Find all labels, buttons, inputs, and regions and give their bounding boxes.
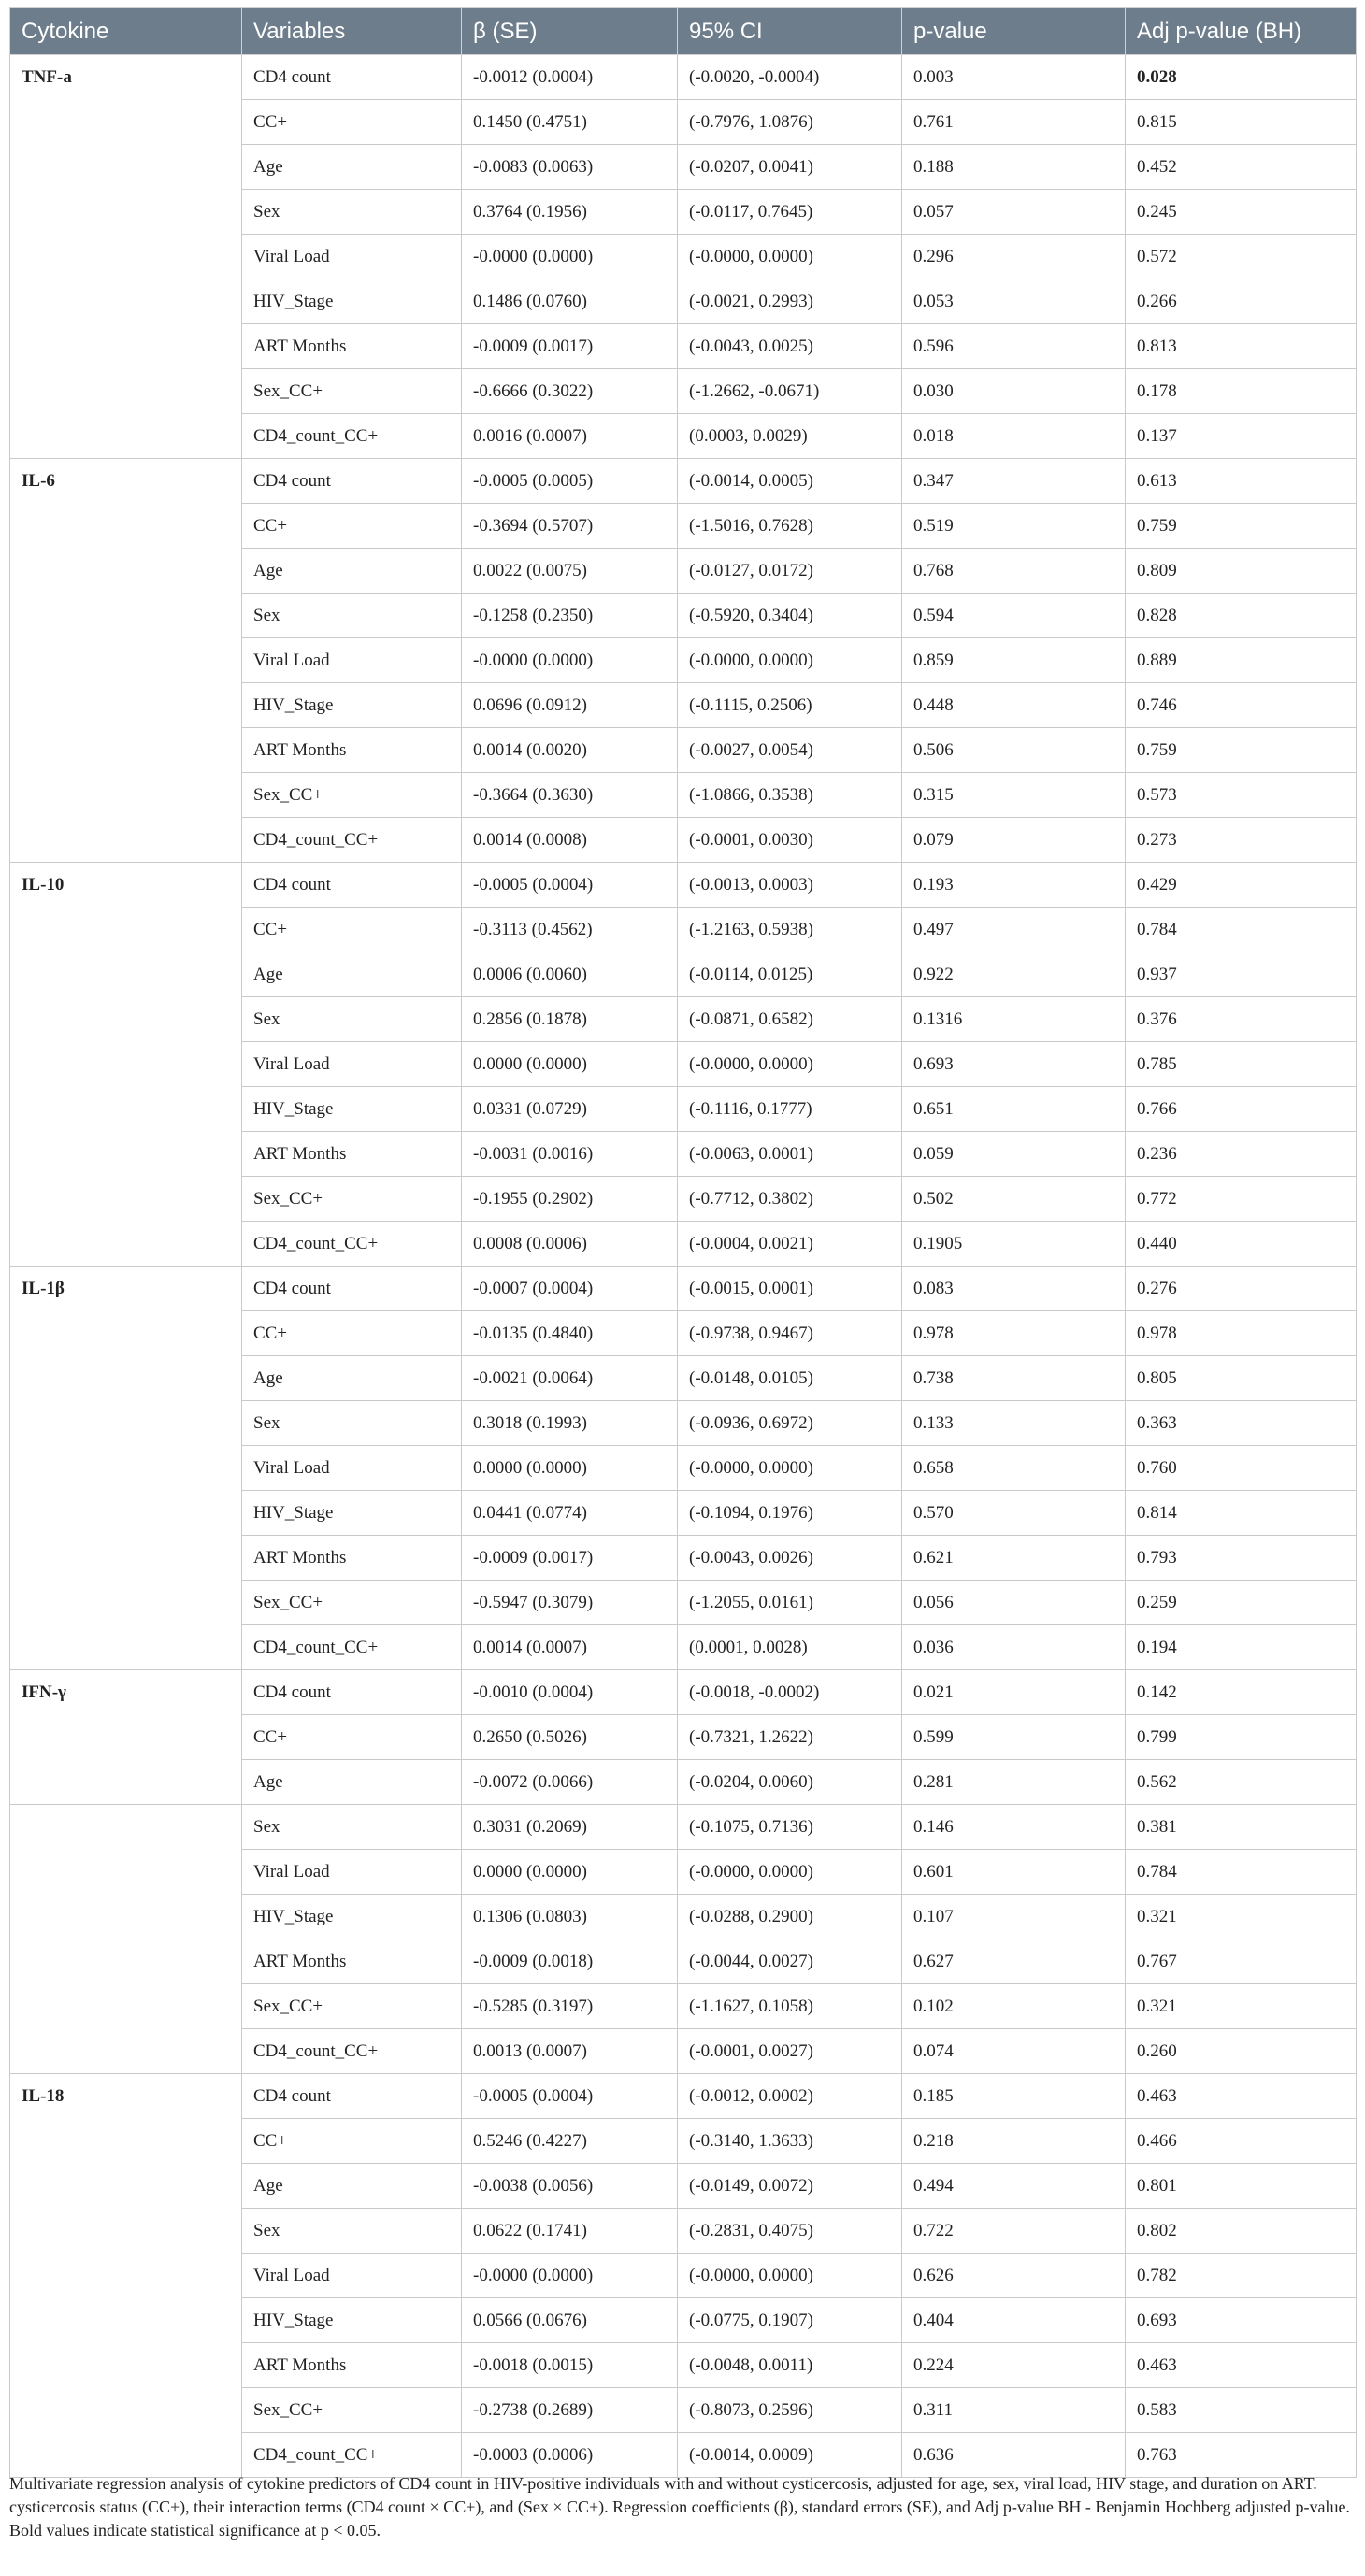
adj-p-value-cell: 0.828 (1126, 594, 1357, 638)
beta-se-cell: -0.0005 (0.0004) (462, 2074, 678, 2119)
adj-p-value-cell: 0.376 (1126, 997, 1357, 1042)
ci-cell: (-1.2055, 0.0161) (678, 1581, 902, 1625)
variable-cell: CC+ (242, 504, 462, 549)
ci-cell: (-0.0015, 0.0001) (678, 1267, 902, 1311)
adj-p-value-cell: 0.276 (1126, 1267, 1357, 1311)
variable-cell: ART Months (242, 1132, 462, 1177)
beta-se-cell: -0.0021 (0.0064) (462, 1356, 678, 1401)
header-row (10, 8, 1357, 55)
header-95-ci: 95% CI (678, 8, 902, 55)
adj-p-value-cell: 0.452 (1126, 145, 1357, 190)
ci-cell: (-0.0871, 0.6582) (678, 997, 902, 1042)
variable-cell: ART Months (242, 2343, 462, 2388)
variable-cell: HIV_Stage (242, 1491, 462, 1536)
beta-se-cell: -0.3694 (0.5707) (462, 504, 678, 549)
variable-cell: CD4_count_CC+ (242, 818, 462, 863)
p-value-cell: 0.768 (902, 549, 1126, 594)
ci-cell: (-0.0012, 0.0002) (678, 2074, 902, 2119)
p-value-cell: 0.922 (902, 952, 1126, 997)
ci-cell: (-0.0043, 0.0025) (678, 324, 902, 369)
p-value-cell: 0.448 (902, 683, 1126, 728)
p-value-cell: 0.722 (902, 2209, 1126, 2254)
variable-cell: CD4_count_CC+ (242, 1625, 462, 1670)
ci-cell: (-0.0063, 0.0001) (678, 1132, 902, 1177)
adj-p-value-cell: 0.785 (1126, 1042, 1357, 1087)
variable-cell: Sex (242, 594, 462, 638)
table-header (10, 8, 1357, 55)
ci-cell: (-0.7712, 0.3802) (678, 1177, 902, 1222)
beta-se-cell: 0.2650 (0.5026) (462, 1715, 678, 1760)
beta-se-cell: -0.0010 (0.0004) (462, 1670, 678, 1715)
table-row (10, 459, 1357, 504)
ci-cell: (-0.0021, 0.2993) (678, 279, 902, 324)
p-value-cell: 0.036 (902, 1625, 1126, 1670)
beta-se-cell: -0.0000 (0.0000) (462, 235, 678, 279)
adj-p-value-cell: 0.799 (1126, 1715, 1357, 1760)
variable-cell: CD4_count_CC+ (242, 2433, 462, 2478)
p-value-cell: 0.347 (902, 459, 1126, 504)
adj-p-value-cell: 0.466 (1126, 2119, 1357, 2164)
adj-p-value-cell: 0.613 (1126, 459, 1357, 504)
cytokine-cell: IFN-γ (10, 1670, 242, 1805)
ci-cell: (-0.0148, 0.0105) (678, 1356, 902, 1401)
p-value-cell: 0.594 (902, 594, 1126, 638)
beta-se-cell: 0.0022 (0.0075) (462, 549, 678, 594)
p-value-cell: 0.1905 (902, 1222, 1126, 1267)
beta-se-cell: -0.0005 (0.0005) (462, 459, 678, 504)
ci-cell: (-0.0288, 0.2900) (678, 1895, 902, 1939)
variable-cell: CC+ (242, 2119, 462, 2164)
adj-p-value-cell: 0.266 (1126, 279, 1357, 324)
variable-cell: Sex_CC+ (242, 1984, 462, 2029)
adj-p-value-cell: 0.260 (1126, 2029, 1357, 2074)
table-row (10, 1670, 1357, 1715)
adj-p-value-cell: 0.802 (1126, 2209, 1357, 2254)
p-value-cell: 0.107 (902, 1895, 1126, 1939)
beta-se-cell: 0.0014 (0.0008) (462, 818, 678, 863)
beta-se-cell: 0.1306 (0.0803) (462, 1895, 678, 1939)
beta-se-cell: 0.0006 (0.0060) (462, 952, 678, 997)
ci-cell: (-1.5016, 0.7628) (678, 504, 902, 549)
adj-p-value-cell: 0.573 (1126, 773, 1357, 818)
adj-p-value-cell: 0.784 (1126, 908, 1357, 952)
beta-se-cell: -0.0031 (0.0016) (462, 1132, 678, 1177)
p-value-cell: 0.978 (902, 1311, 1126, 1356)
ci-cell: (-0.0001, 0.0027) (678, 2029, 902, 2074)
p-value-cell: 0.621 (902, 1536, 1126, 1581)
adj-p-value-cell: 0.693 (1126, 2298, 1357, 2343)
adj-p-value-cell: 0.583 (1126, 2388, 1357, 2433)
p-value-cell: 0.601 (902, 1850, 1126, 1895)
p-value-cell: 0.185 (902, 2074, 1126, 2119)
ci-cell: (-0.0000, 0.0000) (678, 2254, 902, 2298)
p-value-cell: 0.102 (902, 1984, 1126, 2029)
variable-cell: Sex (242, 1805, 462, 1850)
p-value-cell: 0.636 (902, 2433, 1126, 2478)
variable-cell: Age (242, 1356, 462, 1401)
adj-p-value-cell: 0.889 (1126, 638, 1357, 683)
table-row (10, 863, 1357, 908)
variable-cell: Viral Load (242, 2254, 462, 2298)
variable-cell: HIV_Stage (242, 683, 462, 728)
beta-se-cell: 0.2856 (0.1878) (462, 997, 678, 1042)
adj-p-value-cell: 0.805 (1126, 1356, 1357, 1401)
ci-cell: (-1.0866, 0.3538) (678, 773, 902, 818)
variable-cell: Sex_CC+ (242, 1177, 462, 1222)
adj-p-value-cell: 0.194 (1126, 1625, 1357, 1670)
header-cytokine: Cytokine (10, 8, 242, 55)
ci-cell: (-0.0018, -0.0002) (678, 1670, 902, 1715)
variable-cell: Sex (242, 190, 462, 235)
table-footnote (9, 2472, 1356, 2542)
variable-cell: Viral Load (242, 1446, 462, 1491)
beta-se-cell: 0.0013 (0.0007) (462, 2029, 678, 2074)
adj-p-value-cell: 0.429 (1126, 863, 1357, 908)
adj-p-value-cell: 0.760 (1126, 1446, 1357, 1491)
variable-cell: Age (242, 952, 462, 997)
p-value-cell: 0.057 (902, 190, 1126, 235)
variable-cell: CD4_count_CC+ (242, 2029, 462, 2074)
variable-cell: Age (242, 2164, 462, 2209)
adj-p-value-cell: 0.813 (1126, 324, 1357, 369)
footnote-significance: Bold values indicate statistical significance at p < 0.05. (9, 2521, 381, 2540)
adj-p-value-cell: 0.381 (1126, 1805, 1357, 1850)
variable-cell: Sex_CC+ (242, 773, 462, 818)
table-row (10, 1267, 1357, 1311)
variable-cell: Viral Load (242, 1850, 462, 1895)
beta-se-cell: 0.0622 (0.1741) (462, 2209, 678, 2254)
ci-cell: (-0.0013, 0.0003) (678, 863, 902, 908)
p-value-cell: 0.497 (902, 908, 1126, 952)
ci-cell: (-0.2831, 0.4075) (678, 2209, 902, 2254)
variable-cell: Viral Load (242, 638, 462, 683)
p-value-cell: 0.494 (902, 2164, 1126, 2209)
ci-cell: (-0.0114, 0.0125) (678, 952, 902, 997)
beta-se-cell: -0.6666 (0.3022) (462, 369, 678, 414)
adj-p-value-cell: 0.759 (1126, 504, 1357, 549)
p-value-cell: 0.404 (902, 2298, 1126, 2343)
ci-cell: (-0.0014, 0.0005) (678, 459, 902, 504)
ci-cell: (-0.0048, 0.0011) (678, 2343, 902, 2388)
adj-p-value-cell: 0.321 (1126, 1895, 1357, 1939)
p-value-cell: 0.738 (902, 1356, 1126, 1401)
cytokine-cell: TNF-a (10, 55, 242, 459)
adj-p-value-cell: 0.767 (1126, 1939, 1357, 1984)
p-value-cell: 0.018 (902, 414, 1126, 459)
p-value-cell: 0.079 (902, 818, 1126, 863)
ci-cell: (-0.8073, 0.2596) (678, 2388, 902, 2433)
adj-p-value-cell: 0.440 (1126, 1222, 1357, 1267)
p-value-cell: 0.281 (902, 1760, 1126, 1805)
p-value-cell: 0.627 (902, 1939, 1126, 1984)
beta-se-cell: -0.2738 (0.2689) (462, 2388, 678, 2433)
beta-se-cell: -0.0083 (0.0063) (462, 145, 678, 190)
p-value-cell: 0.224 (902, 2343, 1126, 2388)
cytokine-cell: IL-1β (10, 1267, 242, 1670)
adj-p-value-cell: 0.782 (1126, 2254, 1357, 2298)
beta-se-cell: -0.0009 (0.0017) (462, 1536, 678, 1581)
table-row (10, 1805, 1357, 1850)
beta-se-cell: -0.1258 (0.2350) (462, 594, 678, 638)
adj-p-value-cell: 0.363 (1126, 1401, 1357, 1446)
adj-p-value-cell: 0.178 (1126, 369, 1357, 414)
variable-cell: HIV_Stage (242, 1087, 462, 1132)
p-value-cell: 0.651 (902, 1087, 1126, 1132)
p-value-cell: 0.030 (902, 369, 1126, 414)
beta-se-cell: 0.0331 (0.0729) (462, 1087, 678, 1132)
ci-cell: (-0.0149, 0.0072) (678, 2164, 902, 2209)
ci-cell: (-0.0000, 0.0000) (678, 638, 902, 683)
p-value-cell: 0.599 (902, 1715, 1126, 1760)
variable-cell: CD4 count (242, 2074, 462, 2119)
header-variables: Variables (242, 8, 462, 55)
p-value-cell: 0.596 (902, 324, 1126, 369)
beta-se-cell: -0.1955 (0.2902) (462, 1177, 678, 1222)
variable-cell: Sex_CC+ (242, 2388, 462, 2433)
beta-se-cell: 0.0000 (0.0000) (462, 1042, 678, 1087)
p-value-cell: 0.003 (902, 55, 1126, 100)
ci-cell: (-0.0000, 0.0000) (678, 1042, 902, 1087)
beta-se-cell: -0.0009 (0.0018) (462, 1939, 678, 1984)
beta-se-cell: 0.1450 (0.4751) (462, 100, 678, 145)
variable-cell: CD4 count (242, 459, 462, 504)
ci-cell: (-0.0020, -0.0004) (678, 55, 902, 100)
p-value-cell: 0.146 (902, 1805, 1126, 1850)
beta-se-cell: 0.3031 (0.2069) (462, 1805, 678, 1850)
variable-cell: Sex_CC+ (242, 369, 462, 414)
beta-se-cell: -0.3664 (0.3630) (462, 773, 678, 818)
header-beta-se: β (SE) (462, 8, 678, 55)
ci-cell: (-0.0000, 0.0000) (678, 235, 902, 279)
beta-se-cell: -0.0005 (0.0004) (462, 863, 678, 908)
p-value-cell: 0.133 (902, 1401, 1126, 1446)
adj-p-value-cell: 0.321 (1126, 1984, 1357, 2029)
adj-p-value-cell: 0.245 (1126, 190, 1357, 235)
variable-cell: CD4 count (242, 1670, 462, 1715)
beta-se-cell: -0.0072 (0.0066) (462, 1760, 678, 1805)
ci-cell: (-0.0043, 0.0026) (678, 1536, 902, 1581)
variable-cell: ART Months (242, 1536, 462, 1581)
beta-se-cell: 0.1486 (0.0760) (462, 279, 678, 324)
variable-cell: Age (242, 145, 462, 190)
beta-se-cell: 0.0696 (0.0912) (462, 683, 678, 728)
ci-cell: (-0.0000, 0.0000) (678, 1850, 902, 1895)
beta-se-cell: 0.0008 (0.0006) (462, 1222, 678, 1267)
beta-se-cell: 0.0566 (0.0676) (462, 2298, 678, 2343)
p-value-cell: 0.053 (902, 279, 1126, 324)
p-value-cell: 0.502 (902, 1177, 1126, 1222)
adj-p-value-cell: 0.815 (1126, 100, 1357, 145)
p-value-cell: 0.315 (902, 773, 1126, 818)
adj-p-value-cell: 0.562 (1126, 1760, 1357, 1805)
adj-p-value-cell: 0.978 (1126, 1311, 1357, 1356)
variable-cell: Viral Load (242, 235, 462, 279)
ci-cell: (-0.9738, 0.9467) (678, 1311, 902, 1356)
header-p-value: p-value (902, 8, 1126, 55)
beta-se-cell: -0.0000 (0.0000) (462, 638, 678, 683)
beta-se-cell: 0.0000 (0.0000) (462, 1850, 678, 1895)
variable-cell: HIV_Stage (242, 2298, 462, 2343)
beta-se-cell: -0.0009 (0.0017) (462, 324, 678, 369)
variable-cell: CC+ (242, 1715, 462, 1760)
cytokine-cell: IL-18 (10, 2074, 242, 2478)
ci-cell: (-0.1075, 0.7136) (678, 1805, 902, 1850)
ci-cell: (-0.0936, 0.6972) (678, 1401, 902, 1446)
beta-se-cell: 0.0016 (0.0007) (462, 414, 678, 459)
beta-se-cell: 0.5246 (0.4227) (462, 2119, 678, 2164)
cytokine-cell (10, 1805, 242, 2074)
variable-cell: CD4 count (242, 1267, 462, 1311)
adj-p-value-cell: 0.028 (1126, 55, 1357, 100)
ci-cell: (-0.0014, 0.0009) (678, 2433, 902, 2478)
footnote-description: Multivariate regression analysis of cytokine predictors of CD4 count in HIV-positive individuals with and without cysticercosis, adjusted for age, sex, viral load, HIV stage, and duration on ART. cysticercosis status (CC+), their interaction terms (CD4 count × CC+), and (Sex × CC+). Regression coefficients (β), standard errors (SE), and Adj p-value BH - Benjamin Hochberg adjusted p-value. (9, 2474, 1350, 2516)
adj-p-value-cell: 0.273 (1126, 818, 1357, 863)
adj-p-value-cell: 0.793 (1126, 1536, 1357, 1581)
variable-cell: ART Months (242, 728, 462, 773)
variable-cell: CC+ (242, 908, 462, 952)
beta-se-cell: -0.0012 (0.0004) (462, 55, 678, 100)
variable-cell: Viral Load (242, 1042, 462, 1087)
ci-cell: (-0.0207, 0.0041) (678, 145, 902, 190)
p-value-cell: 0.296 (902, 235, 1126, 279)
beta-se-cell: 0.0000 (0.0000) (462, 1446, 678, 1491)
beta-se-cell: 0.0441 (0.0774) (462, 1491, 678, 1536)
variable-cell: Age (242, 549, 462, 594)
p-value-cell: 0.626 (902, 2254, 1126, 2298)
p-value-cell: 0.1316 (902, 997, 1126, 1042)
ci-cell: (-0.1115, 0.2506) (678, 683, 902, 728)
ci-cell: (-0.1094, 0.1976) (678, 1491, 902, 1536)
variable-cell: HIV_Stage (242, 1895, 462, 1939)
variable-cell: CD4 count (242, 863, 462, 908)
variable-cell: Sex (242, 1401, 462, 1446)
ci-cell: (-0.0027, 0.0054) (678, 728, 902, 773)
adj-p-value-cell: 0.814 (1126, 1491, 1357, 1536)
ci-cell: (-1.1627, 0.1058) (678, 1984, 902, 2029)
ci-cell: (0.0003, 0.0029) (678, 414, 902, 459)
ci-cell: (-0.0127, 0.0172) (678, 549, 902, 594)
p-value-cell: 0.506 (902, 728, 1126, 773)
adj-p-value-cell: 0.759 (1126, 728, 1357, 773)
adj-p-value-cell: 0.572 (1126, 235, 1357, 279)
cytokine-cell: IL-6 (10, 459, 242, 863)
variable-cell: ART Months (242, 1939, 462, 1984)
adj-p-value-cell: 0.236 (1126, 1132, 1357, 1177)
variable-cell: CC+ (242, 100, 462, 145)
p-value-cell: 0.083 (902, 1267, 1126, 1311)
adj-p-value-cell: 0.463 (1126, 2343, 1357, 2388)
ci-cell: (-0.0044, 0.0027) (678, 1939, 902, 1984)
p-value-cell: 0.658 (902, 1446, 1126, 1491)
adj-p-value-cell: 0.937 (1126, 952, 1357, 997)
adj-p-value-cell: 0.772 (1126, 1177, 1357, 1222)
beta-se-cell: 0.3764 (0.1956) (462, 190, 678, 235)
ci-cell: (-0.0775, 0.1907) (678, 2298, 902, 2343)
header-adj-p-value: Adj p-value (BH) (1126, 8, 1357, 55)
beta-se-cell: 0.3018 (0.1993) (462, 1401, 678, 1446)
ci-cell: (-0.0000, 0.0000) (678, 1446, 902, 1491)
cytokine-cell: IL-10 (10, 863, 242, 1267)
p-value-cell: 0.859 (902, 638, 1126, 683)
adj-p-value-cell: 0.259 (1126, 1581, 1357, 1625)
beta-se-cell: 0.0014 (0.0007) (462, 1625, 678, 1670)
p-value-cell: 0.570 (902, 1491, 1126, 1536)
p-value-cell: 0.761 (902, 100, 1126, 145)
variable-cell: Age (242, 1760, 462, 1805)
adj-p-value-cell: 0.766 (1126, 1087, 1357, 1132)
p-value-cell: 0.059 (902, 1132, 1126, 1177)
ci-cell: (-1.2662, -0.0671) (678, 369, 902, 414)
p-value-cell: 0.021 (902, 1670, 1126, 1715)
beta-se-cell: -0.5947 (0.3079) (462, 1581, 678, 1625)
adj-p-value-cell: 0.137 (1126, 414, 1357, 459)
ci-cell: (0.0001, 0.0028) (678, 1625, 902, 1670)
variable-cell: Sex_CC+ (242, 1581, 462, 1625)
beta-se-cell: -0.0003 (0.0006) (462, 2433, 678, 2478)
ci-cell: (-0.7321, 1.2622) (678, 1715, 902, 1760)
p-value-cell: 0.056 (902, 1581, 1126, 1625)
beta-se-cell: -0.0135 (0.4840) (462, 1311, 678, 1356)
p-value-cell: 0.188 (902, 145, 1126, 190)
variable-cell: CD4_count_CC+ (242, 1222, 462, 1267)
variable-cell: Sex (242, 2209, 462, 2254)
adj-p-value-cell: 0.801 (1126, 2164, 1357, 2209)
variable-cell: CD4 count (242, 55, 462, 100)
beta-se-cell: -0.0007 (0.0004) (462, 1267, 678, 1311)
regression-table (9, 7, 1357, 2478)
table-row (10, 2074, 1357, 2119)
beta-se-cell: -0.0018 (0.0015) (462, 2343, 678, 2388)
p-value-cell: 0.193 (902, 863, 1126, 908)
variable-cell: CC+ (242, 1311, 462, 1356)
table-body (10, 55, 1357, 2478)
beta-se-cell: -0.0000 (0.0000) (462, 2254, 678, 2298)
ci-cell: (-0.5920, 0.3404) (678, 594, 902, 638)
p-value-cell: 0.074 (902, 2029, 1126, 2074)
variable-cell: ART Months (242, 324, 462, 369)
ci-cell: (-0.1116, 0.1777) (678, 1087, 902, 1132)
ci-cell: (-1.2163, 0.5938) (678, 908, 902, 952)
ci-cell: (-0.0001, 0.0030) (678, 818, 902, 863)
table-row (10, 55, 1357, 100)
variable-cell: HIV_Stage (242, 279, 462, 324)
p-value-cell: 0.218 (902, 2119, 1126, 2164)
adj-p-value-cell: 0.746 (1126, 683, 1357, 728)
variable-cell: CD4_count_CC+ (242, 414, 462, 459)
ci-cell: (-0.0004, 0.0021) (678, 1222, 902, 1267)
adj-p-value-cell: 0.463 (1126, 2074, 1357, 2119)
beta-se-cell: 0.0014 (0.0020) (462, 728, 678, 773)
p-value-cell: 0.519 (902, 504, 1126, 549)
beta-se-cell: -0.5285 (0.3197) (462, 1984, 678, 2029)
ci-cell: (-0.7976, 1.0876) (678, 100, 902, 145)
adj-p-value-cell: 0.809 (1126, 549, 1357, 594)
p-value-cell: 0.311 (902, 2388, 1126, 2433)
beta-se-cell: -0.0038 (0.0056) (462, 2164, 678, 2209)
ci-cell: (-0.0117, 0.7645) (678, 190, 902, 235)
p-value-cell: 0.693 (902, 1042, 1126, 1087)
ci-cell: (-0.0204, 0.0060) (678, 1760, 902, 1805)
variable-cell: Sex (242, 997, 462, 1042)
adj-p-value-cell: 0.142 (1126, 1670, 1357, 1715)
adj-p-value-cell: 0.784 (1126, 1850, 1357, 1895)
beta-se-cell: -0.3113 (0.4562) (462, 908, 678, 952)
adj-p-value-cell: 0.763 (1126, 2433, 1357, 2478)
ci-cell: (-0.3140, 1.3633) (678, 2119, 902, 2164)
